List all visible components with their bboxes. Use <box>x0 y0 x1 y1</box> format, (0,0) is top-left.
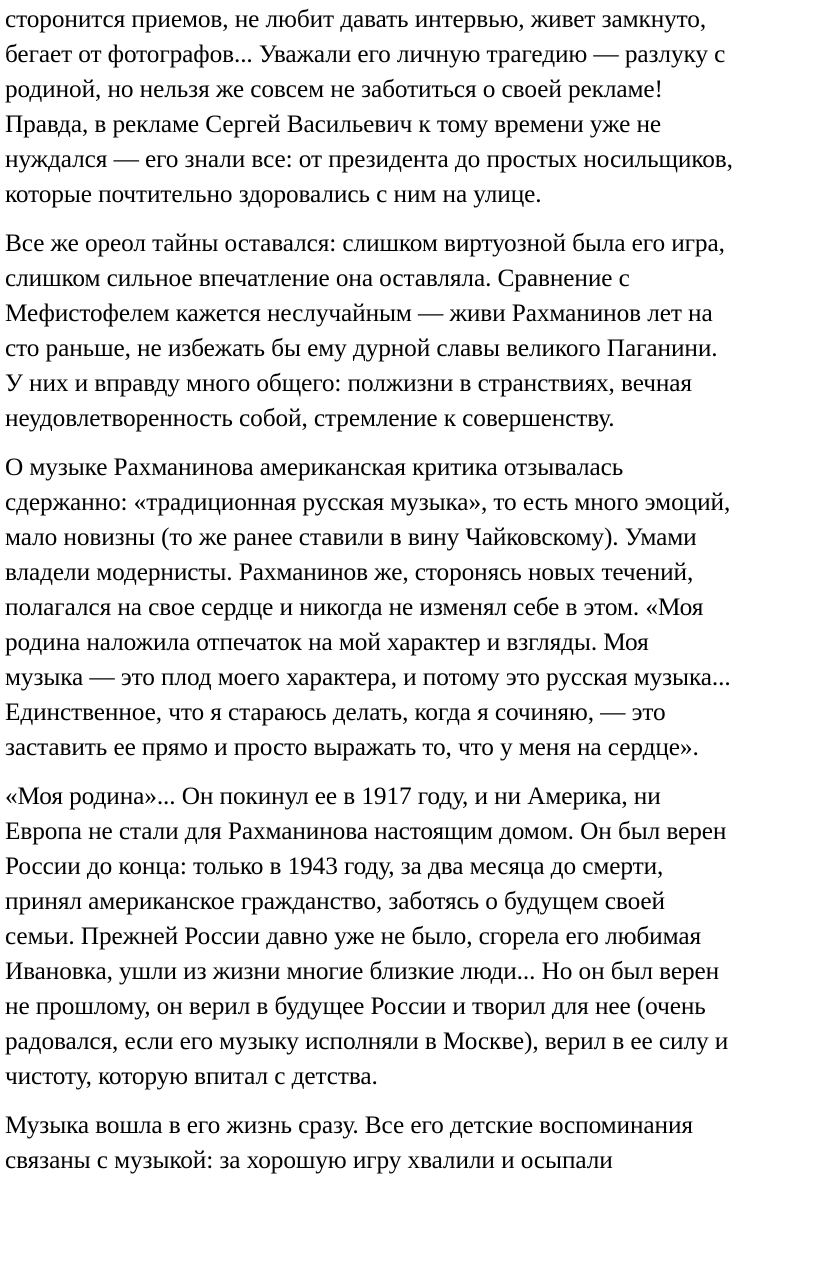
paragraph-5: Музыка вошла в его жизнь сразу. Все его детские воспоминания связаны с музыкой: за хорошую игру хвалили и осыпали <box>5 1111 693 1174</box>
paragraph-1: сторонится приемов, не любит давать интервью, живет замкнуто, бегает от фотографов... Уважали его личную трагедию — разлуку с родиной, но нельзя же совсем не заботиться о своей рекламе! Правда, в рекламе Сергей Васильевич к тому времени уже не нуждался — его знали все: от президента до простых носильщиков, которые почтительно здоровались с ним на улице. <box>5 5 733 208</box>
paragraph-4: «Моя родина»... Он покинул ее в 1917 году, и ни Америка, ни Европа не стали для Рахманинова настоящим домом. Он был верен России до конца: только в 1943 году, за два месяца до смерти, принял американское гражданство, заботясь о будущем своей семьи. Прежней России давно уже не было, сгорела его любимая Ивановка, ушли из жизни многие близкие люди... Но он был верен не прошлому, он верил в будущее России и творил для нее (очень радовался, если его музыку исполняли в Москве), верил в ее силу и чистоту, которую впитал с детства. <box>5 782 729 1090</box>
paragraph-2: Все же ореол тайны оставался: слишком виртуозной была его игра, слишком сильное впечатление она оставляла. Сравнение с Мефистофелем кажется неслучайным — живи Рахманинов лет на сто раньше, не избежать бы ему дурной славы великого Паганини. У них и вправду много общего: полжизни в странствиях, вечная неудовлетворенность собой, стремление к совершенству. <box>5 229 725 432</box>
paragraph-3: О музыке Рахманинова американская критика отзывалась сдержанно: «традиционная русская музыка», то есть много эмоций, мало новизны (то же ранее ставили в вину Чайковскому). Умами владели модернисты. Рахманинов же, сторонясь новых течений, полагался на свое сердце и никогда не изменял себе в этом. «Моя родина наложила отпечаток на мой характер и взгляды. Моя музыка — это плод моего характера, и потому это русская музыка... Единственное, что я стараюсь делать, когда я сочиняю, — это заставить ее прямо и просто выражать то, что у меня на сердце». <box>5 453 731 761</box>
